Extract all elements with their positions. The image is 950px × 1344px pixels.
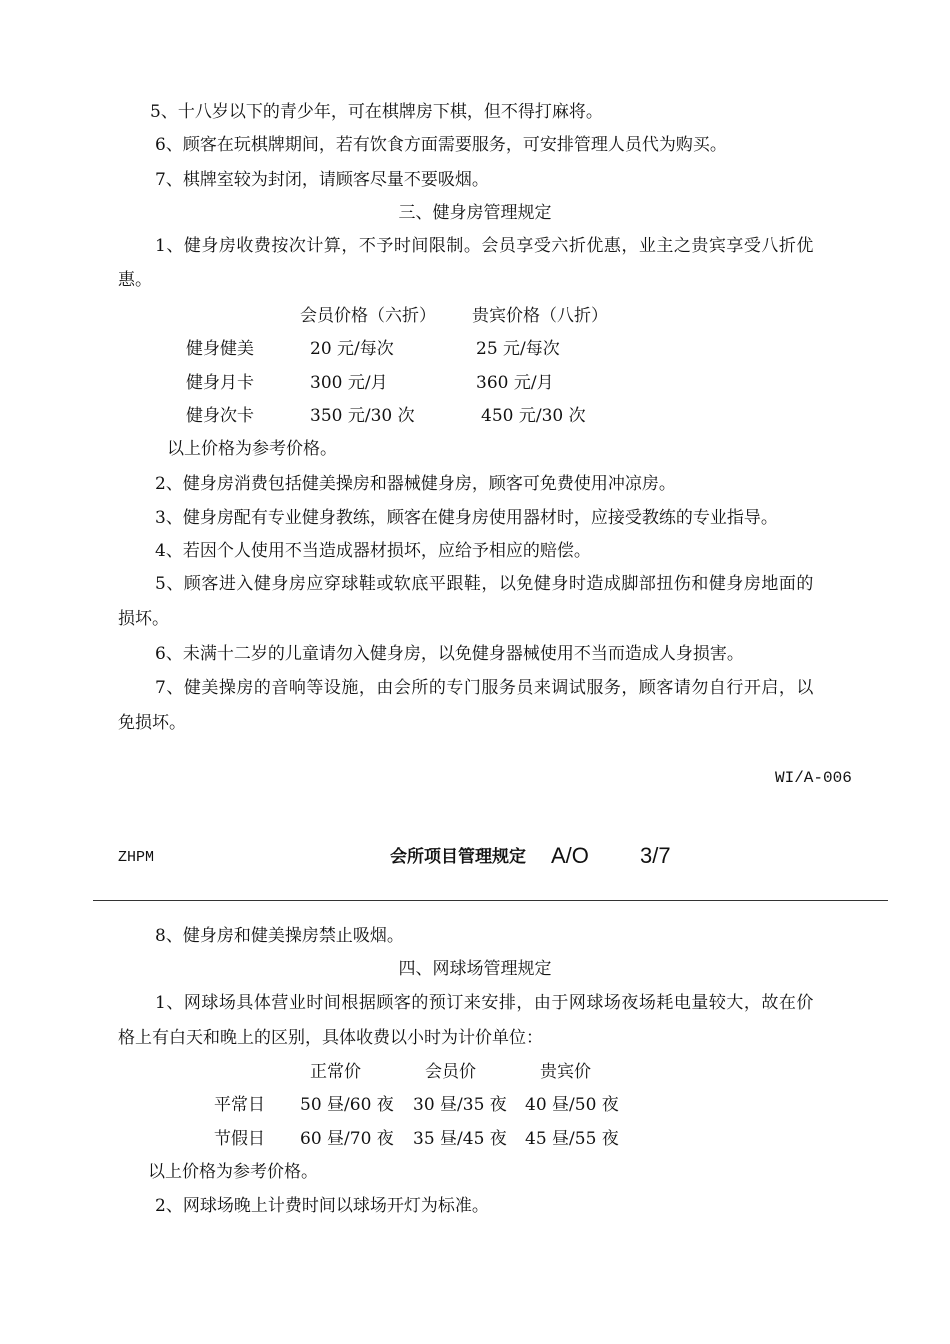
gym-table-row-vip: 25 元/每次 (476, 339, 560, 359)
tennis-table-row-item: 平常日 (214, 1095, 265, 1115)
tennis-rule-1-line1: 1、网球场具体营业时间根据顾客的预订来安排，由于网球场夜场耗电量较大，故在价 (155, 993, 814, 1013)
gym-table-row-member: 20 元/每次 (310, 339, 394, 359)
header-company: ZHPM (118, 849, 155, 866)
tennis-rule-1-line2: 格上有白天和晚上的区别，具体收费以小时为计价单位： (118, 1028, 543, 1048)
gym-table-row-member: 350 元/30 次 (310, 406, 415, 426)
gym-rule-3: 3、健身房配有专业健身教练，顾客在健身房使用器材时，应接受教练的专业指导。 (155, 508, 778, 528)
gym-rule-7-line1: 7、健美操房的音响等设施，由会所的专门服务员来调试服务，顾客请勿自行开启，以 (155, 678, 814, 698)
gym-table-row-item: 健身月卡 (186, 373, 254, 393)
gym-rule-1-line2: 惠。 (118, 270, 152, 290)
header-page-number: 3/7 (640, 843, 671, 868)
gym-rule-1-line1: 1、健身房收费按次计算，不予时间限制。会员享受六折优惠，业主之贵宾享受八折优 (155, 236, 814, 256)
gym-table-row-item: 健身健美 (186, 339, 254, 359)
tennis-table-header-normal: 正常价 (310, 1062, 361, 1082)
gym-price-note: 以上价格为参考价格。 (167, 439, 337, 459)
tennis-table-row-member: 30 昼/35 夜 (413, 1095, 507, 1115)
tennis-table-row-member: 35 昼/45 夜 (413, 1129, 507, 1149)
gym-table-row-item: 健身次卡 (186, 406, 254, 426)
gym-table-header-member: 会员价格（六折） (300, 306, 436, 326)
gym-rule-7-line2: 免损坏。 (118, 713, 186, 733)
header-title: 会所项目管理规定 (390, 847, 526, 866)
tennis-rule-2: 2、网球场晚上计费时间以球场开灯为标准。 (155, 1196, 489, 1216)
tennis-section-heading: 四、网球场管理规定 (398, 959, 552, 979)
document-code: WI/A-006 (775, 769, 852, 787)
tennis-table-header-member: 会员价 (425, 1062, 476, 1082)
gym-rule-6: 6、未满十二岁的儿童请勿入健身房，以免健身器械使用不当而造成人身损害。 (155, 644, 744, 664)
tennis-table-row-vip: 40 昼/50 夜 (525, 1095, 619, 1115)
header-divider (93, 900, 888, 901)
rule-chess-5: 5、十八岁以下的青少年，可在棋牌房下棋，但不得打麻将。 (150, 102, 603, 122)
gym-rule-4: 4、若因个人使用不当造成器材损坏，应给予相应的赔偿。 (155, 541, 591, 561)
rule-chess-6: 6、顾客在玩棋牌期间，若有饮食方面需要服务，可安排管理人员代为购买。 (155, 135, 727, 155)
tennis-table-row-normal: 60 昼/70 夜 (300, 1129, 394, 1149)
rule-chess-7: 7、棋牌室较为封闭，请顾客尽量不要吸烟。 (155, 170, 489, 190)
tennis-table-row-normal: 50 昼/60 夜 (300, 1095, 394, 1115)
gym-rule-5-line2: 损坏。 (118, 609, 169, 629)
gym-table-row-vip: 360 元/月 (476, 373, 554, 393)
gym-table-row-vip: 450 元/30 次 (481, 406, 586, 426)
tennis-table-header-vip: 贵宾价 (540, 1062, 591, 1082)
header-version: A/O (551, 843, 589, 868)
gym-table-header-vip: 贵宾价格（八折） (472, 306, 608, 326)
gym-rule-8: 8、健身房和健美操房禁止吸烟。 (155, 926, 404, 946)
gym-table-row-member: 300 元/月 (310, 373, 388, 393)
tennis-table-row-vip: 45 昼/55 夜 (525, 1129, 619, 1149)
tennis-table-row-item: 节假日 (214, 1129, 265, 1149)
gym-rule-2: 2、健身房消费包括健美操房和器械健身房，顾客可免费使用冲凉房。 (155, 474, 676, 494)
gym-rule-5-line1: 5、顾客进入健身房应穿球鞋或软底平跟鞋，以免健身时造成脚部扭伤和健身房地面的 (155, 574, 814, 594)
tennis-price-note: 以上价格为参考价格。 (148, 1162, 318, 1182)
gym-section-heading: 三、健身房管理规定 (398, 203, 552, 223)
